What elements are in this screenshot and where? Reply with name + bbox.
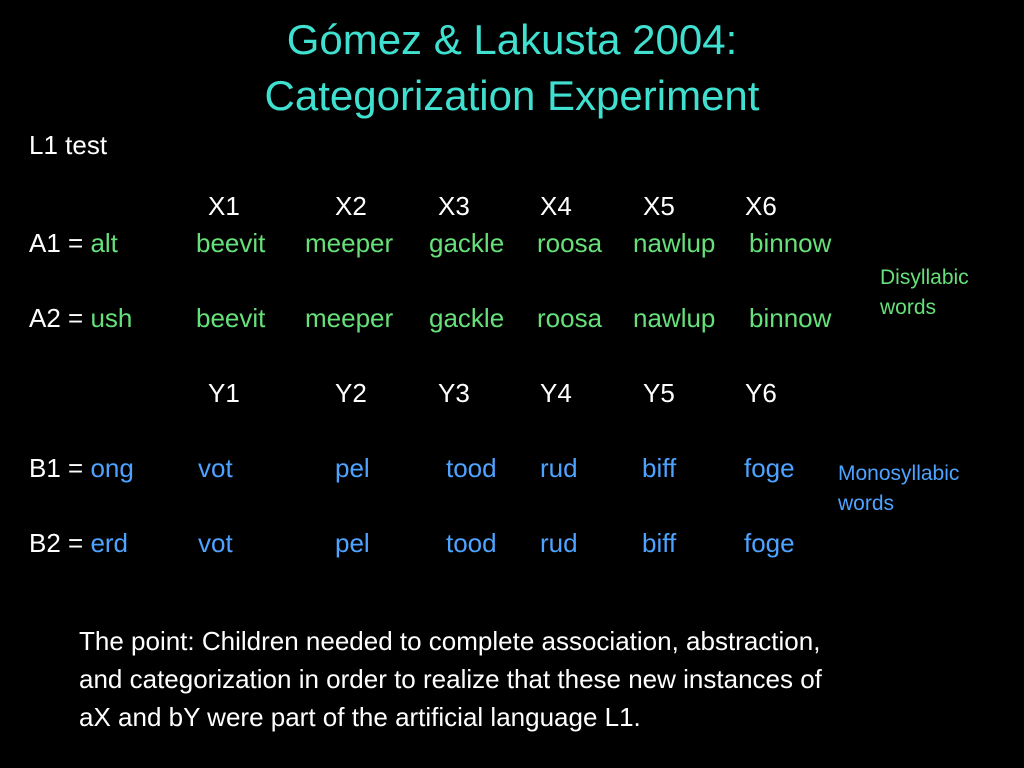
y-word: foge xyxy=(744,528,795,558)
y-word: rud xyxy=(540,528,578,558)
y-word: vot xyxy=(198,453,233,483)
x-header: X3 xyxy=(438,191,470,221)
row-b2-marker: erd xyxy=(90,528,129,558)
x-header: X2 xyxy=(335,191,367,221)
y-header: Y6 xyxy=(745,378,777,408)
y-word: rud xyxy=(540,453,578,483)
disyllabic-note-line-1: Disyllabic xyxy=(880,266,969,289)
point-line-1: The point: Children needed to complete association, abstraction, xyxy=(79,626,821,656)
monosyllabic-note-line-2: words xyxy=(838,492,895,515)
x-word: gackle xyxy=(429,228,505,258)
y-header: Y4 xyxy=(540,378,572,408)
row-b1-prefix: B1 = xyxy=(29,453,91,483)
y-word: pel xyxy=(335,528,370,558)
x-header: X5 xyxy=(643,191,675,221)
x-header: X1 xyxy=(208,191,240,221)
x-word: meeper xyxy=(305,228,394,258)
row-a2-marker: ush xyxy=(90,303,133,333)
y-word: biff xyxy=(642,453,677,483)
x-header: X6 xyxy=(745,191,777,221)
y-word: tood xyxy=(446,528,497,558)
row-b1-label xyxy=(29,453,134,483)
y-word: vot xyxy=(198,528,233,558)
y-header: Y1 xyxy=(208,378,240,408)
y-word: pel xyxy=(335,453,370,483)
row-a1-marker: alt xyxy=(90,228,118,258)
x-word: binnow xyxy=(749,228,832,258)
point-line-2: and categorization in order to realize that these new instances of xyxy=(79,664,822,694)
monosyllabic-note-line-1: Monosyllabic xyxy=(838,462,960,485)
x-word: beevit xyxy=(196,228,266,258)
row-b2-label xyxy=(29,528,128,558)
y-header: Y5 xyxy=(643,378,675,408)
y-header: Y2 xyxy=(335,378,367,408)
disyllabic-note-line-2: words xyxy=(880,296,937,319)
row-b2-prefix: B2 = xyxy=(29,528,91,558)
y-word: foge xyxy=(744,453,795,483)
point-paragraph xyxy=(79,622,999,736)
x-word: binnow xyxy=(749,303,832,333)
x-word: nawlup xyxy=(633,303,716,333)
row-a2-label xyxy=(29,303,132,333)
row-a2-prefix: A2 = xyxy=(29,303,91,333)
row-a1-prefix: A1 = xyxy=(29,228,91,258)
y-word: biff xyxy=(642,528,677,558)
y-word: tood xyxy=(446,453,497,483)
section-label: L1 test xyxy=(29,130,108,160)
row-a1-label xyxy=(29,228,118,258)
row-b1-marker: ong xyxy=(90,453,134,483)
x-word: meeper xyxy=(305,303,394,333)
y-header: Y3 xyxy=(438,378,470,408)
x-word: roosa xyxy=(537,303,603,333)
slide-title-line-1: Gómez & Lakusta 2004: xyxy=(286,16,738,63)
x-word: gackle xyxy=(429,303,505,333)
x-word: roosa xyxy=(537,228,603,258)
x-word: nawlup xyxy=(633,228,716,258)
x-header: X4 xyxy=(540,191,572,221)
point-line-3: aX and bY were part of the artificial language L1. xyxy=(79,702,641,732)
slide-title-line-2: Categorization Experiment xyxy=(264,72,760,119)
x-word: beevit xyxy=(196,303,266,333)
